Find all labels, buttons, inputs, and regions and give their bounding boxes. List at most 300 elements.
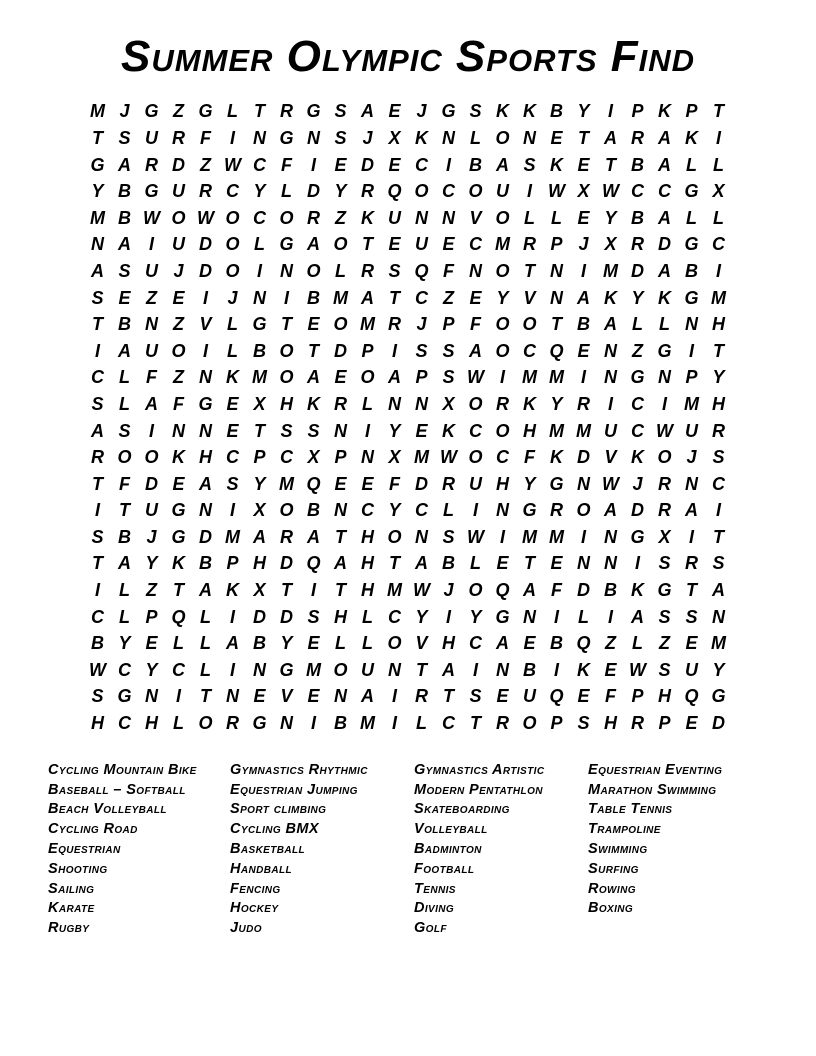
grid-letter: Y bbox=[496, 287, 509, 308]
grid-letter: R bbox=[361, 260, 374, 281]
grid-letter: N bbox=[604, 553, 617, 574]
grid-letter: B bbox=[253, 340, 266, 361]
word-list-column bbox=[588, 761, 772, 939]
grid-letter: N bbox=[361, 447, 374, 468]
grid-letter: M bbox=[549, 526, 564, 547]
grid-letter: H bbox=[280, 393, 293, 414]
grid-letter: S bbox=[280, 420, 293, 441]
word-item: Beach Volleyball bbox=[48, 801, 167, 818]
grid-letter: I bbox=[391, 713, 397, 734]
grid-letter: F bbox=[551, 580, 562, 601]
grid-letter: Q bbox=[306, 553, 321, 574]
grid-letter: R bbox=[631, 713, 644, 734]
grid-letter: C bbox=[415, 287, 428, 308]
grid-letter: H bbox=[199, 447, 212, 468]
grid-letter: J bbox=[686, 447, 697, 468]
grid-letter: U bbox=[172, 181, 185, 202]
grid-letter: B bbox=[118, 181, 131, 202]
grid-letter: L bbox=[713, 207, 724, 228]
grid-letter: O bbox=[522, 713, 537, 734]
grid-letter: W bbox=[197, 207, 214, 228]
grid-letter: Z bbox=[173, 367, 184, 388]
grid-letter: B bbox=[523, 659, 536, 680]
grid-letter: E bbox=[334, 367, 347, 388]
word-item: Table Tennis bbox=[588, 801, 673, 818]
grid-letter: R bbox=[226, 713, 239, 734]
grid-letter: H bbox=[442, 633, 455, 654]
grid-letter: O bbox=[225, 260, 240, 281]
grid-letter: U bbox=[604, 420, 617, 441]
grid-letter: E bbox=[172, 473, 185, 494]
grid-letter: P bbox=[415, 367, 428, 388]
grid-letter: U bbox=[145, 260, 158, 281]
grid-letter: T bbox=[713, 340, 724, 361]
grid-letter: O bbox=[495, 420, 510, 441]
grid-letter: Y bbox=[91, 181, 104, 202]
grid-letter: R bbox=[172, 127, 185, 148]
grid-letter: E bbox=[415, 420, 428, 441]
word-item: Modern Pentathlon bbox=[414, 781, 543, 798]
grid-letter: Q bbox=[549, 340, 564, 361]
grid-letter: S bbox=[442, 367, 455, 388]
grid-letter: K bbox=[685, 127, 698, 148]
word-item: Handball bbox=[230, 860, 292, 877]
grid-letter: R bbox=[712, 420, 725, 441]
grid-letter: K bbox=[361, 207, 374, 228]
grid-letter: K bbox=[577, 659, 590, 680]
grid-letter: O bbox=[495, 314, 510, 335]
word-item: Tennis bbox=[414, 880, 456, 897]
grid-letter: T bbox=[254, 420, 265, 441]
grid-letter: K bbox=[307, 393, 320, 414]
grid-letter: H bbox=[712, 393, 725, 414]
grid-letter: L bbox=[470, 127, 481, 148]
grid-letter: Y bbox=[145, 553, 158, 574]
grid-letter: T bbox=[443, 686, 454, 707]
grid-letter: C bbox=[253, 154, 266, 175]
grid-letter: Y bbox=[631, 287, 644, 308]
grid-letter: L bbox=[173, 633, 184, 654]
word-item: Fencing bbox=[230, 880, 281, 897]
grid-letter: A bbox=[91, 260, 104, 281]
grid-letter: X bbox=[712, 181, 725, 202]
grid-letter: U bbox=[523, 686, 536, 707]
grid-letter: G bbox=[522, 500, 537, 521]
grid-letter: X bbox=[388, 127, 401, 148]
grid-letter: P bbox=[631, 101, 644, 122]
grid-letter: A bbox=[307, 367, 320, 388]
grid-letter: H bbox=[91, 713, 104, 734]
grid-letter: P bbox=[442, 314, 455, 335]
grid-letter: O bbox=[279, 207, 294, 228]
grid-letter: Z bbox=[632, 340, 643, 361]
grid-letter: B bbox=[577, 314, 590, 335]
grid-letter: A bbox=[307, 526, 320, 547]
grid-letter: I bbox=[688, 340, 694, 361]
grid-letter: T bbox=[416, 659, 427, 680]
grid-letter: G bbox=[684, 181, 699, 202]
grid-letter: O bbox=[387, 526, 402, 547]
grid-letter: S bbox=[658, 659, 671, 680]
grid-letter: M bbox=[711, 287, 726, 308]
grid-letter: K bbox=[226, 367, 239, 388]
grid-letter: F bbox=[200, 127, 211, 148]
grid-letter: Q bbox=[549, 686, 564, 707]
grid-letter: S bbox=[523, 154, 536, 175]
grid-letter: R bbox=[145, 154, 158, 175]
grid-letter: Y bbox=[334, 181, 347, 202]
grid-letter: L bbox=[335, 633, 346, 654]
grid-letter: C bbox=[415, 500, 428, 521]
grid-letter: M bbox=[360, 713, 375, 734]
grid-letter: O bbox=[279, 340, 294, 361]
grid-letter: M bbox=[603, 260, 618, 281]
grid-letter: A bbox=[145, 393, 158, 414]
grid-letter: B bbox=[118, 207, 131, 228]
grid-letter: A bbox=[91, 420, 104, 441]
grid-letter: D bbox=[631, 260, 644, 281]
grid-letter: I bbox=[94, 340, 100, 361]
grid-letter: A bbox=[658, 260, 671, 281]
grid-letter: M bbox=[90, 101, 105, 122]
word-item: Judo bbox=[230, 920, 262, 937]
grid-letter: Y bbox=[523, 473, 536, 494]
word-item: Swimming bbox=[588, 841, 648, 858]
grid-letter: D bbox=[280, 553, 293, 574]
grid-letter: T bbox=[92, 473, 103, 494]
grid-letter: N bbox=[280, 713, 293, 734]
grid-letter: E bbox=[550, 553, 563, 574]
grid-letter: Y bbox=[253, 473, 266, 494]
grid-letter: I bbox=[229, 127, 235, 148]
grid-letter: E bbox=[388, 234, 401, 255]
grid-letter: T bbox=[470, 713, 481, 734]
grid-letter: L bbox=[362, 393, 373, 414]
grid-letter: L bbox=[551, 207, 562, 228]
grid-letter: V bbox=[415, 633, 428, 654]
grid-letter: C bbox=[469, 420, 482, 441]
grid-letter: E bbox=[685, 713, 698, 734]
grid-letter: X bbox=[658, 526, 671, 547]
grid-letter: A bbox=[118, 234, 131, 255]
grid-letter: X bbox=[307, 447, 320, 468]
grid-letter: S bbox=[118, 127, 131, 148]
grid-letter: K bbox=[550, 447, 563, 468]
grid-letter: N bbox=[442, 127, 455, 148]
word-list-column bbox=[230, 761, 414, 939]
grid-letter: Q bbox=[495, 580, 510, 601]
word-item: Sailing bbox=[48, 880, 95, 897]
grid-letter: B bbox=[199, 553, 212, 574]
grid-letter: A bbox=[577, 287, 590, 308]
grid-letter: J bbox=[416, 101, 427, 122]
grid-letter: V bbox=[604, 447, 617, 468]
grid-letter: N bbox=[415, 526, 428, 547]
grid-letter: R bbox=[334, 393, 347, 414]
grid-letter: C bbox=[523, 340, 536, 361]
grid-letter: K bbox=[523, 101, 536, 122]
grid-letter: M bbox=[522, 526, 537, 547]
grid-letter: L bbox=[200, 606, 211, 627]
grid-letter: X bbox=[253, 500, 266, 521]
grid-letter: E bbox=[523, 633, 536, 654]
grid-letter: B bbox=[631, 207, 644, 228]
word-item: Football bbox=[414, 860, 475, 877]
grid-letter: I bbox=[715, 260, 721, 281]
grid-letter: L bbox=[362, 633, 373, 654]
grid-letter: O bbox=[576, 500, 591, 521]
grid-letter: E bbox=[577, 686, 590, 707]
grid-letter: E bbox=[388, 101, 401, 122]
grid-letter: I bbox=[472, 659, 478, 680]
grid-letter: O bbox=[279, 500, 294, 521]
grid-letter: B bbox=[334, 713, 347, 734]
grid-letter: P bbox=[685, 367, 698, 388]
grid-letter: U bbox=[496, 181, 509, 202]
grid-letter: A bbox=[658, 207, 671, 228]
grid-letter: U bbox=[361, 659, 374, 680]
grid-letter: G bbox=[684, 287, 699, 308]
word-item: Badminton bbox=[414, 841, 482, 858]
grid-letter: P bbox=[145, 606, 158, 627]
grid-letter: H bbox=[361, 553, 374, 574]
grid-letter: M bbox=[333, 287, 348, 308]
grid-letter: C bbox=[91, 367, 104, 388]
grid-letter: O bbox=[333, 314, 348, 335]
grid-letter: L bbox=[227, 340, 238, 361]
grid-letter: I bbox=[202, 340, 208, 361]
grid-letter: Z bbox=[173, 101, 184, 122]
grid-letter: O bbox=[333, 659, 348, 680]
grid-letter: S bbox=[91, 686, 104, 707]
grid-letter: I bbox=[661, 393, 667, 414]
word-list-column bbox=[414, 761, 588, 939]
grid-letter: M bbox=[279, 473, 294, 494]
grid-letter: Y bbox=[415, 606, 428, 627]
grid-letter: E bbox=[361, 473, 374, 494]
grid-letter: R bbox=[388, 314, 401, 335]
grid-letter: D bbox=[199, 234, 212, 255]
grid-letter: M bbox=[711, 633, 726, 654]
grid-letter: L bbox=[632, 633, 643, 654]
grid-letter: M bbox=[549, 367, 564, 388]
grid-letter: T bbox=[524, 553, 535, 574]
grid-letter: K bbox=[550, 154, 563, 175]
grid-letter: L bbox=[227, 314, 238, 335]
grid-letter: E bbox=[496, 686, 509, 707]
grid-letter: K bbox=[442, 420, 455, 441]
grid-letter: L bbox=[119, 606, 130, 627]
grid-letter: O bbox=[468, 181, 483, 202]
grid-letter: S bbox=[442, 526, 455, 547]
grid-letter: B bbox=[550, 101, 563, 122]
grid-letter: T bbox=[281, 314, 292, 335]
grid-letter: I bbox=[580, 260, 586, 281]
grid-letter: J bbox=[362, 127, 373, 148]
grid-letter: R bbox=[280, 526, 293, 547]
grid-letter: R bbox=[631, 234, 644, 255]
grid-letter: Y bbox=[388, 420, 401, 441]
grid-letter: I bbox=[715, 500, 721, 521]
grid-letter: B bbox=[631, 154, 644, 175]
grid-letter: I bbox=[283, 287, 289, 308]
grid-letter: M bbox=[576, 420, 591, 441]
grid-letter: P bbox=[226, 553, 239, 574]
grid-letter: P bbox=[253, 447, 266, 468]
grid-letter: U bbox=[145, 127, 158, 148]
grid-letter: Q bbox=[171, 606, 186, 627]
grid-letter: U bbox=[469, 473, 482, 494]
grid-letter: J bbox=[632, 473, 643, 494]
grid-letter: R bbox=[496, 713, 509, 734]
grid-letter: W bbox=[143, 207, 160, 228]
grid-letter: I bbox=[499, 367, 505, 388]
grid-letter: B bbox=[253, 633, 266, 654]
grid-letter: G bbox=[171, 526, 186, 547]
grid-letter: T bbox=[578, 127, 589, 148]
grid-letter: O bbox=[144, 447, 159, 468]
grid-letter: Z bbox=[605, 633, 616, 654]
grid-letter: O bbox=[495, 127, 510, 148]
grid-letter: N bbox=[577, 473, 590, 494]
grid-letter: I bbox=[580, 367, 586, 388]
grid-letter: O bbox=[333, 234, 348, 255]
word-item: Diving bbox=[414, 900, 455, 917]
grid-letter: P bbox=[361, 340, 374, 361]
grid-letter: M bbox=[495, 234, 510, 255]
grid-letter: S bbox=[226, 473, 239, 494]
grid-letter: C bbox=[118, 659, 131, 680]
grid-letter: J bbox=[416, 314, 427, 335]
grid-letter: I bbox=[445, 606, 451, 627]
grid-letter: E bbox=[307, 686, 320, 707]
grid-letter: H bbox=[604, 713, 617, 734]
grid-letter: A bbox=[523, 580, 536, 601]
grid-letter: W bbox=[629, 659, 646, 680]
grid-letter: N bbox=[334, 500, 347, 521]
grid-letter: X bbox=[253, 580, 266, 601]
grid-letter: R bbox=[550, 500, 563, 521]
grid-letter: Q bbox=[414, 260, 429, 281]
grid-letter: B bbox=[442, 553, 455, 574]
grid-letter: U bbox=[388, 207, 401, 228]
grid-letter: I bbox=[445, 154, 451, 175]
grid-letter: A bbox=[361, 101, 374, 122]
grid-letter: C bbox=[388, 606, 401, 627]
grid-letter: H bbox=[253, 553, 266, 574]
grid-letter: A bbox=[118, 553, 131, 574]
grid-letter: S bbox=[577, 713, 590, 734]
grid-letter: Z bbox=[659, 633, 670, 654]
grid-letter: N bbox=[442, 207, 455, 228]
grid-letter: M bbox=[387, 580, 402, 601]
grid-letter: A bbox=[469, 340, 482, 361]
grid-letter: J bbox=[146, 526, 157, 547]
grid-letter: I bbox=[310, 154, 316, 175]
grid-letter: T bbox=[605, 154, 616, 175]
grid-letter: A bbox=[604, 127, 617, 148]
grid-letter: M bbox=[360, 314, 375, 335]
grid-letter: P bbox=[550, 234, 563, 255]
word-item: Hockey bbox=[230, 900, 279, 917]
grid-letter: N bbox=[199, 500, 212, 521]
grid-letter: T bbox=[713, 101, 724, 122]
grid-letter: N bbox=[145, 314, 158, 335]
grid-letter: R bbox=[577, 393, 590, 414]
grid-letter: L bbox=[335, 260, 346, 281]
grid-letter: E bbox=[577, 154, 590, 175]
grid-letter: K bbox=[658, 101, 671, 122]
grid-letter: M bbox=[90, 207, 105, 228]
word-item: Surfing bbox=[588, 860, 639, 877]
grid-letter: R bbox=[307, 207, 320, 228]
grid-letter: O bbox=[198, 713, 213, 734]
grid-letter: I bbox=[310, 580, 316, 601]
grid-letter: K bbox=[631, 447, 644, 468]
grid-letter: E bbox=[550, 127, 563, 148]
grid-letter: J bbox=[227, 287, 238, 308]
grid-letter: T bbox=[281, 580, 292, 601]
grid-letter: W bbox=[602, 181, 619, 202]
puzzle-title: Summer Olympic Sports Find bbox=[121, 32, 695, 81]
grid-letter: B bbox=[118, 314, 131, 335]
grid-letter: N bbox=[469, 260, 482, 281]
grid-letter: C bbox=[226, 447, 239, 468]
grid-letter: W bbox=[467, 526, 484, 547]
word-item: Baseball – Softball bbox=[48, 781, 186, 798]
grid-letter: S bbox=[334, 127, 347, 148]
grid-letter: N bbox=[658, 367, 671, 388]
grid-letter: T bbox=[200, 686, 211, 707]
grid-letter: R bbox=[658, 473, 671, 494]
grid-letter: A bbox=[388, 367, 401, 388]
grid-letter: W bbox=[467, 367, 484, 388]
grid-letter: D bbox=[145, 473, 158, 494]
grid-letter: I bbox=[580, 526, 586, 547]
grid-letter: I bbox=[634, 553, 640, 574]
grid-letter: W bbox=[224, 154, 241, 175]
grid-letter: P bbox=[550, 713, 563, 734]
grid-letter: A bbox=[658, 154, 671, 175]
grid-letter: E bbox=[253, 686, 266, 707]
grid-letter: V bbox=[469, 207, 482, 228]
grid-letter: H bbox=[658, 686, 671, 707]
grid-letter: F bbox=[146, 367, 157, 388]
grid-letter: G bbox=[306, 101, 321, 122]
grid-letter: M bbox=[225, 526, 240, 547]
grid-letter: D bbox=[253, 606, 266, 627]
grid-letter: S bbox=[658, 553, 671, 574]
grid-letter: Q bbox=[306, 473, 321, 494]
grid-letter: W bbox=[413, 580, 430, 601]
word-item: Marathon Swimming bbox=[588, 781, 717, 798]
grid-letter: S bbox=[388, 260, 401, 281]
grid-letter: I bbox=[364, 420, 370, 441]
grid-letter: G bbox=[117, 686, 132, 707]
grid-letter: Q bbox=[684, 686, 699, 707]
grid-letter: X bbox=[388, 447, 401, 468]
grid-letter: N bbox=[523, 127, 536, 148]
grid-letter: A bbox=[307, 234, 320, 255]
grid-letter: Q bbox=[576, 633, 591, 654]
word-item: Rowing bbox=[588, 880, 636, 897]
grid-letter: R bbox=[91, 447, 104, 468]
grid-letter: O bbox=[495, 260, 510, 281]
grid-letter: I bbox=[715, 127, 721, 148]
grid-letter: L bbox=[119, 580, 130, 601]
grid-letter: Z bbox=[200, 154, 211, 175]
grid-letter: M bbox=[414, 447, 429, 468]
